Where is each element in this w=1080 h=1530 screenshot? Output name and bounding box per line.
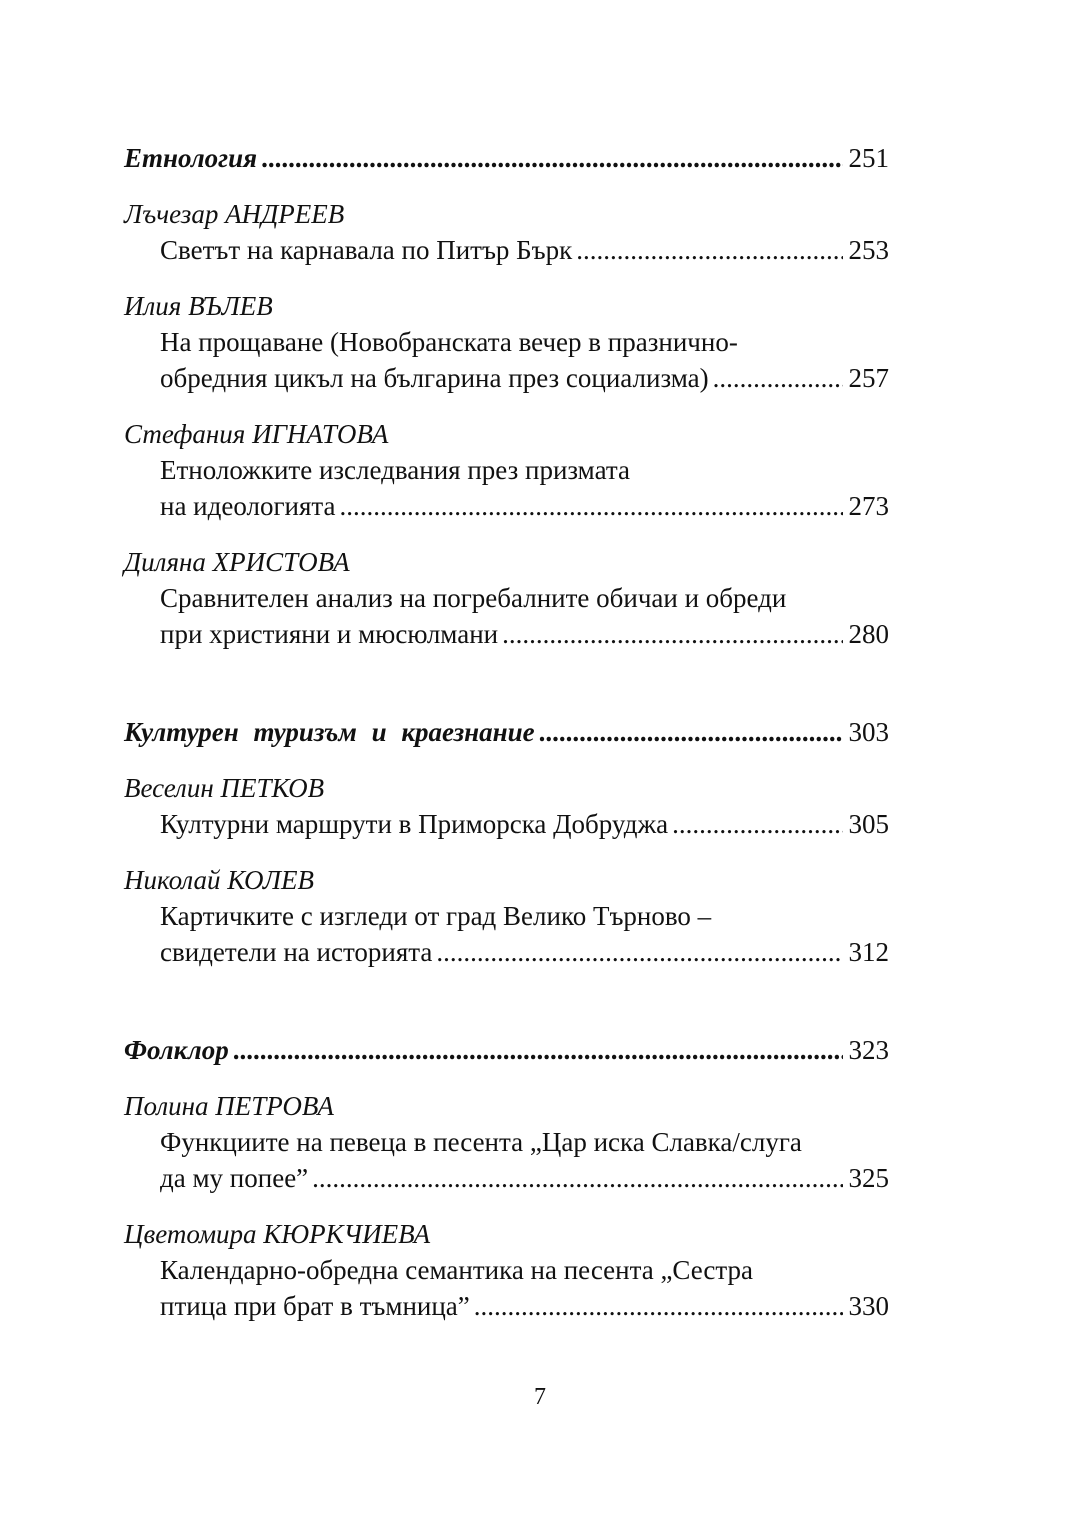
entry-page: 330 (848, 1291, 889, 1321)
toc-entry (124, 1216, 889, 1324)
entry-page: 325 (848, 1163, 889, 1193)
section-page: 323 (848, 1035, 889, 1065)
entry-page: 257 (848, 363, 889, 393)
toc-entry (124, 862, 889, 970)
entry-author: Веселин ПЕТКОВ (124, 773, 325, 803)
entry-title (124, 1252, 889, 1324)
section-heading-line (124, 1032, 889, 1068)
toc-entry (124, 288, 889, 396)
entry-page: 280 (848, 619, 889, 649)
entry-title (124, 1124, 889, 1196)
dot-leader (312, 1160, 842, 1196)
entry-author: Стефания ИГНАТОВА (124, 419, 389, 449)
entry-title-line: Функциите на певеца в песента „Цар иска Славка/слуга (160, 1127, 802, 1157)
entry-author: Лъчезар АНДРЕЕВ (124, 199, 345, 229)
entry-page: 312 (848, 937, 889, 967)
entry-title-line-last (160, 488, 889, 524)
dot-leader (713, 360, 843, 396)
dot-leader (261, 140, 842, 176)
entry-title-line: Сравнителен анализ на погребалните обичаи и обреди (160, 583, 787, 613)
section-heading (124, 1032, 889, 1068)
entry-title-line: Календарно-обредна семантика на песента „Сестра (160, 1255, 754, 1285)
entry-title-line-last (160, 934, 889, 970)
section-page: 303 (848, 717, 889, 747)
toc-section (124, 714, 889, 970)
section-page: 251 (848, 143, 889, 173)
entry-title-text: Светът на карнавала по Питър Бърк (160, 235, 573, 265)
entry-title-line-last (160, 616, 889, 652)
entry-title (124, 324, 889, 396)
entry-title-text: обредния цикъл на българина през социализма) (160, 363, 709, 393)
toc-section (124, 1032, 889, 1324)
dot-leader (576, 232, 842, 268)
section-heading-line (124, 714, 889, 750)
entry-title-text: птица при брат в тъмница” (160, 1291, 470, 1321)
dot-leader (539, 714, 843, 750)
entry-page: 305 (848, 809, 889, 839)
section-heading (124, 714, 889, 750)
entry-author: Цветомира КЮРКЧИЕВА (124, 1219, 431, 1249)
entry-title-text: да му попее” (160, 1163, 309, 1193)
section-heading (124, 140, 889, 176)
section-title: Етнология (124, 143, 258, 173)
entry-author: Полина ПЕТРОВА (124, 1091, 334, 1121)
dot-leader (340, 488, 843, 524)
entry-title-line-last (160, 806, 889, 842)
entry-title-line-last (160, 232, 889, 268)
entry-title-line: На прощаване (Новобранската вечер в празнично- (160, 327, 738, 357)
dot-leader (233, 1032, 843, 1068)
toc-section (124, 140, 889, 652)
entry-title (124, 452, 889, 524)
entry-title-text: на идеологията (160, 491, 336, 521)
table-of-contents (124, 140, 889, 1364)
entry-title-text: свидетели на историята (160, 937, 433, 967)
entry-title-text: при християни и мюсюлмани (160, 619, 499, 649)
toc-entry (124, 196, 889, 268)
entry-title-line-last (160, 1160, 889, 1196)
entry-author: Илия ВЪЛЕВ (124, 291, 273, 321)
toc-entry (124, 416, 889, 524)
dot-leader (474, 1288, 843, 1324)
dot-leader (436, 934, 842, 970)
section-title: Културен туризъм и краезнание (124, 717, 535, 747)
entry-page: 273 (848, 491, 889, 521)
dot-leader (502, 616, 842, 652)
entry-title (124, 580, 889, 652)
entry-title (124, 898, 889, 970)
entry-title-line-last (160, 1288, 889, 1324)
toc-entry (124, 770, 889, 842)
toc-entry (124, 544, 889, 652)
entry-author: Диляна ХРИСТОВА (124, 547, 350, 577)
section-heading-line (124, 140, 889, 176)
toc-entry (124, 1088, 889, 1196)
section-title: Фолклор (124, 1035, 229, 1065)
dot-leader (672, 806, 842, 842)
entry-title (124, 232, 889, 268)
entry-title (124, 806, 889, 842)
entry-title-line-last (160, 360, 889, 396)
page-number: 7 (534, 1384, 546, 1410)
entry-title-line: Етноложките изследвания през призмата (160, 455, 630, 485)
entry-page: 253 (848, 235, 889, 265)
entry-title-line: Картичките с изгледи от град Велико Търново – (160, 901, 712, 931)
entry-title-text: Културни маршрути в Приморска Добруджа (160, 809, 669, 839)
entry-author: Николай КОЛЕВ (124, 865, 315, 895)
